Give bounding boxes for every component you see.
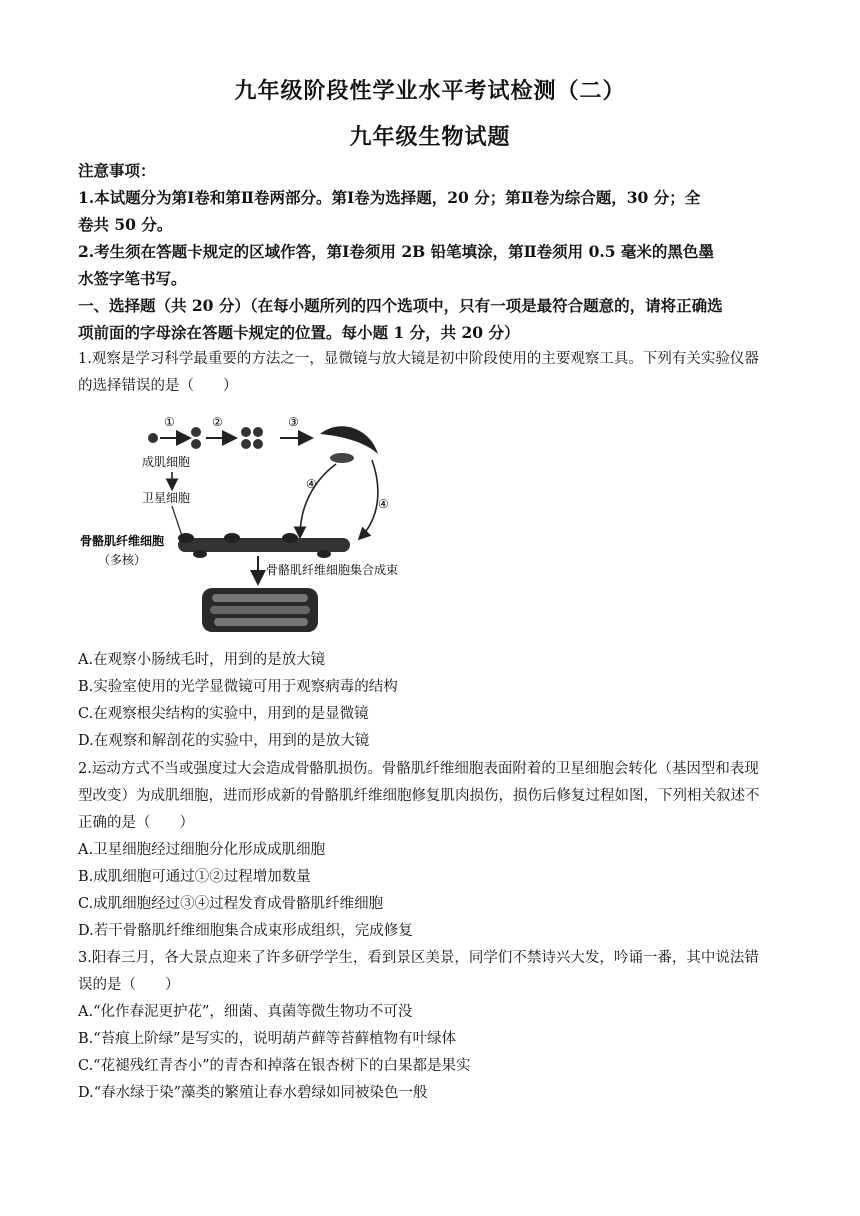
note-2-line-2: 水签字笔书写。: [78, 269, 187, 288]
section-1-line-2: 项前面的字母涂在答题卡规定的位置。每小题 1 分，共 20 分）: [78, 323, 520, 342]
step-4b-arrow: [360, 460, 378, 538]
step-4b-label: ④: [378, 497, 389, 511]
section-1-line-1: 一、选择题（共 20 分）（在每小题所列的四个选项中，只有一项是最符合题意的，请将正确选: [78, 296, 723, 315]
q1-stem-line-1: 1.观察是学习科学最重要的方法之一，显微镜与放大镜是初中阶段使用的主要观察工具。下列有关实验仪器: [78, 351, 759, 367]
q3-option-d: D.“春水绿于染”藻类的繁殖让春水碧绿如同被染色一般: [78, 1085, 428, 1101]
step-4a-label: ④: [306, 477, 317, 491]
q2-option-a: A.卫星细胞经过细胞分化形成成肌细胞: [78, 842, 326, 858]
q3-stem-line-2: 误的是（ ）: [78, 977, 180, 993]
satellite-cell-2: [224, 533, 240, 543]
note-1-line-1: 1.本试题分为第Ⅰ卷和第Ⅱ卷两部分。第Ⅰ卷为选择题，20 分；第Ⅱ卷为综合题，30 分；全: [78, 188, 701, 207]
q2-stem-line-1: 2.运动方式不当或强度过大会造成骨骼肌损伤。骨骼肌纤维细胞表面附着的卫星细胞会转化（基因型和表现: [78, 761, 759, 777]
q2-stem-line-3: 正确的是（ ）: [78, 815, 194, 831]
satellite-cell-1: [178, 533, 194, 543]
bundle-label: 骨骼肌纤维细胞集合成束: [266, 563, 399, 577]
q3-option-b: B.“苔痕上阶绿”是写实的，说明葫芦藓等苔藓植物有叶绿体: [78, 1031, 457, 1047]
q1-option-d: D.在观察和解剖花的实验中，用到的是放大镜: [78, 733, 370, 749]
q1-option-b: B.实验室使用的光学显微镜可用于观察病毒的结构: [78, 679, 398, 695]
q1-option-c: C.在观察根尖结构的实验中，用到的是显微镜: [78, 706, 369, 722]
note-2-line-1: 2.考生须在答题卡规定的区域作答，第Ⅰ卷须用 2B 铅笔填涂，第Ⅱ卷须用 0.5 毫米的黑色墨: [78, 242, 714, 261]
satellite-cell-label: 卫星细胞: [142, 491, 191, 505]
myoblast-cell: [148, 433, 158, 443]
step-4a-arrow: [300, 464, 336, 536]
step-2-label: ②: [212, 415, 223, 429]
q2-option-b: B.成肌细胞可通过①②过程增加数量: [78, 869, 311, 885]
satellite-pointer: [172, 506, 182, 536]
muscle-fiber: [178, 538, 350, 552]
elongated-myotube: [320, 426, 378, 454]
fiber-nucleus-1: [193, 550, 207, 558]
migrating-cell: [330, 453, 354, 463]
q3-option-c: C.“花褪残红青杏小”的青杏和掉落在银杏树下的白果都是果实: [78, 1058, 471, 1074]
notes-heading: 注意事项：: [78, 161, 156, 180]
myoblast-label: 成肌细胞: [142, 455, 191, 469]
muscle-fiber-bundle: [202, 588, 318, 632]
dividing-cells: [191, 427, 201, 449]
q2-option-c: C.成肌细胞经过③④过程发育成骨骼肌纤维细胞: [78, 896, 384, 912]
muscle-repair-diagram: [80, 408, 440, 640]
satellite-cell-3: [282, 533, 298, 543]
q3-stem-line-1: 3.阳春三月，各大景点迎来了许多研学学生，看到景区美景，同学们不禁诗兴大发，吟诵一番，其中说法错: [78, 950, 759, 966]
note-1-line-2: 卷共 50 分。: [78, 215, 173, 234]
exam-subtitle: 九年级生物试题: [349, 124, 511, 150]
muscle-repair-figure: [80, 408, 440, 640]
muscle-fiber-label: 骨骼肌纤维细胞: [80, 534, 165, 548]
step-3-label: ③: [288, 415, 299, 429]
q2-stem-line-2: 型改变）为成肌细胞，进而形成新的骨骼肌纤维细胞修复肌肉损伤，损伤后修复过程如图，下列相关叙述不: [78, 788, 760, 804]
exam-title: 九年级阶段性学业水平考试检测（二）: [234, 78, 626, 104]
cell-cluster: [241, 427, 263, 449]
fiber-nucleus-2: [317, 550, 331, 558]
q1-option-a: A.在观察小肠绒毛时，用到的是放大镜: [78, 652, 326, 668]
step-1-label: ①: [164, 415, 175, 429]
q3-option-a: A.“化作春泥更护花”，细菌、真菌等微生物功不可没: [78, 1004, 413, 1020]
multinucleate-label: （多核）: [98, 553, 147, 567]
q1-stem-line-2: 的选择错误的是（ ）: [78, 378, 238, 394]
q2-option-d: D.若干骨骼肌纤维细胞集合成束形成组织，完成修复: [78, 923, 413, 939]
